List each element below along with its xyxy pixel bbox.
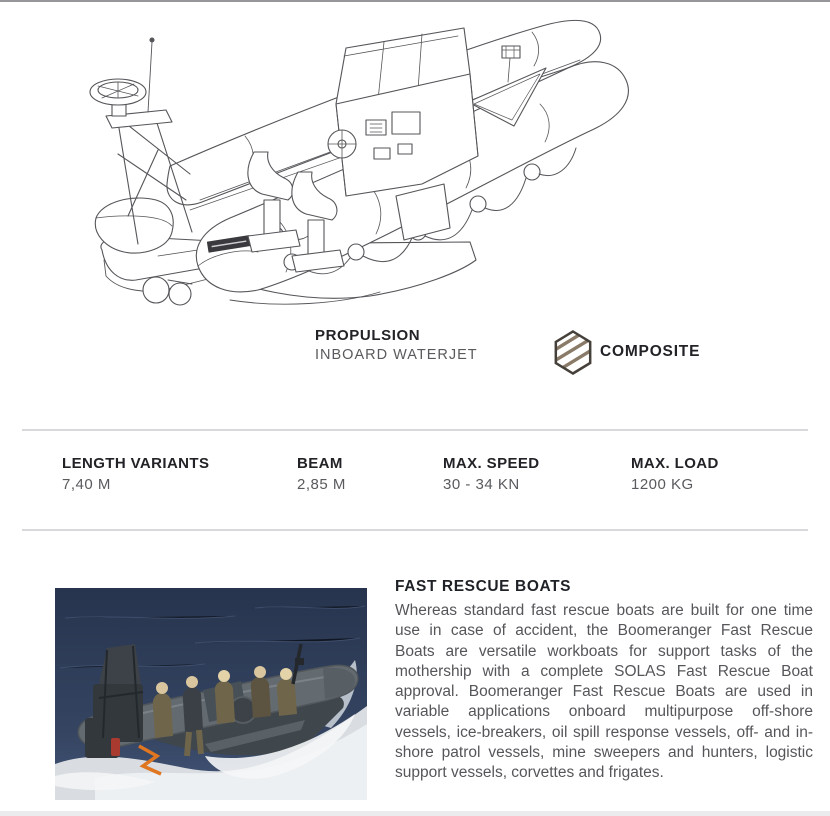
divider-bottom — [22, 529, 808, 531]
rescue-boat-photo — [55, 588, 367, 800]
spec-max-speed — [443, 455, 540, 493]
bottom-border-line — [0, 811, 830, 816]
spec-value: 1200 KG — [631, 476, 694, 493]
composite-label: COMPOSITE — [600, 343, 701, 360]
spec-value: 7,40 M — [62, 476, 111, 493]
spec-label: MAX. LOAD — [631, 455, 719, 472]
spec-beam — [297, 455, 346, 493]
propulsion-value: INBOARD WATERJET — [315, 347, 478, 363]
divider-top — [22, 429, 808, 431]
description-body: Whereas standard fast rescue boats are built for one time use in case of accident, the Boomeranger Fast Rescue Boats are versatile workboats for support tasks of the mothership with a complete SOLAS Fast Rescue Boat approval. Boomeranger Fast Rescue Boats are used in variable applications onboard multipurpose off-shore vessels, ice-breakers, oil spill response vessels, off- and in-shore patrol vessels, mine sweepers and hunters, logistic support vessels, corvettes and frigates. — [395, 602, 813, 782]
description-title: FAST RESCUE BOATS — [395, 578, 572, 595]
spec-label: LENGTH VARIANTS — [62, 455, 210, 472]
spec-value: 2,85 M — [297, 476, 346, 493]
spec-length-variants — [62, 455, 209, 493]
boat-line-drawing — [40, 4, 640, 306]
spec-value: 30 - 34 KN — [443, 476, 520, 493]
top-border-line — [0, 0, 830, 2]
propulsion-block — [315, 327, 478, 363]
spec-label: MAX. SPEED — [443, 455, 540, 472]
propulsion-label: PROPULSION — [315, 327, 421, 344]
spec-label: BEAM — [297, 455, 343, 472]
description-block — [395, 578, 813, 784]
composite-hexagon-icon — [552, 329, 594, 376]
rib-line-drawing-graphic — [40, 4, 640, 306]
spec-max-load — [631, 455, 719, 493]
specs-row — [0, 455, 830, 505]
